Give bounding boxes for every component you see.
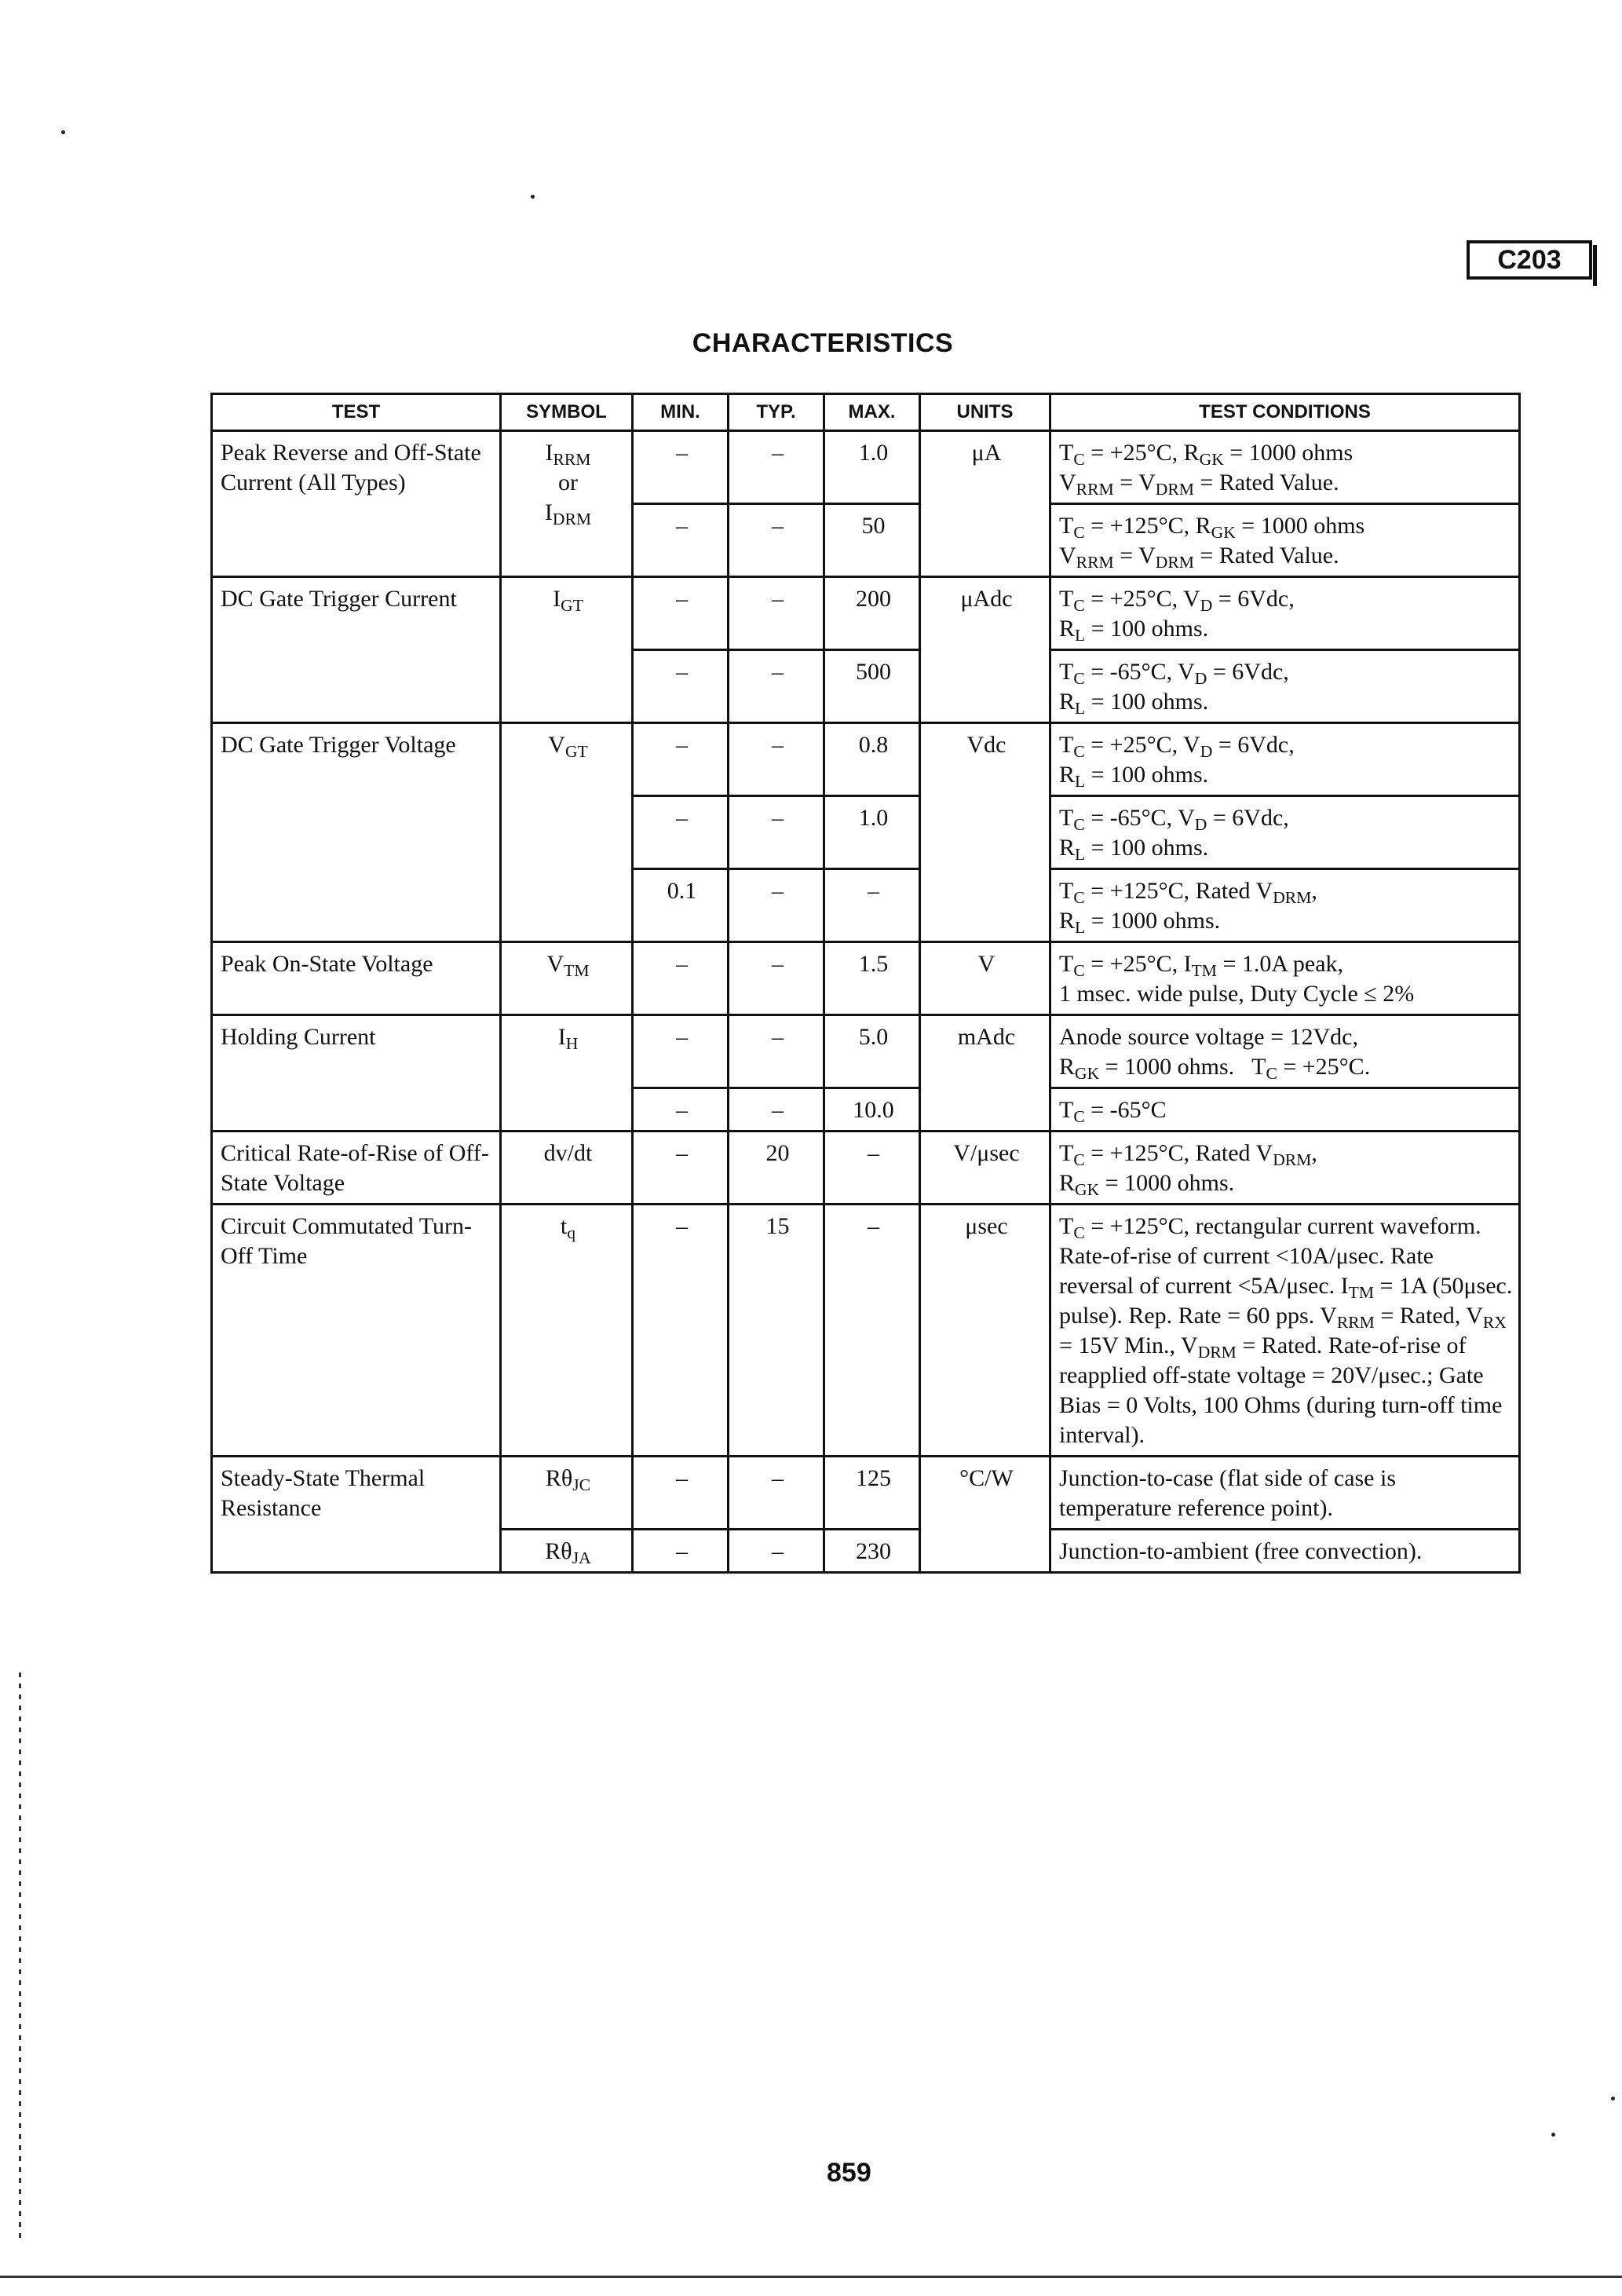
test-condition: $T_C = -65^\circ C$ — [1050, 1088, 1520, 1132]
test-condition: $T_C = +125^\circ C$, rectangular current waveform. Rate-of-rise of current <10A/μsec. Rate reversal of current <5A/μsec. $I_{TM} = 1A$ (50μsec. pulse). Rep. Rate = 60 pps. $V_{RRM}$ = Rated, $V_{RX} = 15V$ Min., $V_{DRM}$ = Rated. Rate-of-rise of reapplied off-state voltage = 20V/μsec.; Gate Bias = 0 Volts, 100 Ohms (during turn-off time interval). — [1050, 1205, 1520, 1457]
typ-value: – — [729, 504, 824, 577]
symbol-cell — [501, 431, 633, 577]
test-name: Holding Current — [212, 1015, 501, 1132]
test-condition: $T_C = +25^\circ C$, $V_D = 6Vdc$, $R_L = 100$ ohms. — [1050, 723, 1520, 796]
typ-value: – — [729, 431, 824, 504]
header-symbol: SYMBOL — [501, 394, 633, 431]
table-row — [212, 723, 1520, 796]
scan-speck — [1551, 2133, 1555, 2137]
scan-speck — [531, 195, 535, 199]
symbol-or: or — [558, 470, 578, 495]
symbol-cell: dv/dt — [501, 1132, 633, 1205]
part-number: C203 — [1497, 244, 1562, 275]
test-condition: $T_C = +25^\circ C$, $R_{GK} = 1000$ ohms $V_{RRM} = V_{DRM}$ = Rated Value. — [1050, 431, 1520, 504]
typ-value: 20 — [729, 1132, 824, 1205]
test-condition: $T_C = +125^\circ C$, $R_{GK} = 1000$ ohms $V_{RRM} = V_{DRM}$ = Rated Value. — [1050, 504, 1520, 577]
test-name: Critical Rate-of-Rise of Off-State Voltage — [212, 1132, 501, 1205]
table-row — [212, 1205, 1520, 1457]
symbol-subscript: DRM — [552, 510, 592, 529]
symbol: I — [553, 586, 561, 612]
max-value: 1.0 — [824, 796, 920, 869]
units-value: μAdc — [920, 577, 1050, 723]
page-title: CHARACTERISTICS — [692, 328, 954, 358]
symbol-subscript: RRM — [553, 450, 591, 470]
bottom-rule — [0, 2276, 1622, 2278]
min-value: – — [633, 796, 729, 869]
units-value: μA — [920, 431, 1050, 577]
min-value: – — [633, 1015, 729, 1088]
max-value: 1.0 — [824, 431, 920, 504]
symbol: I — [557, 1024, 566, 1050]
symbol-subscript: JC — [572, 1475, 591, 1495]
scan-edge-marks — [19, 1673, 21, 2238]
typ-value: – — [729, 869, 824, 942]
min-value: 0.1 — [633, 869, 729, 942]
test-name: DC Gate Trigger Current — [212, 577, 501, 723]
units-value: V — [920, 942, 1050, 1015]
test-name: DC Gate Trigger Voltage — [212, 723, 501, 942]
symbol-cell — [501, 577, 633, 723]
max-value: 0.8 — [824, 723, 920, 796]
symbol-subscript: GT — [564, 742, 588, 762]
table-row — [212, 577, 1520, 650]
symbol-subscript: GT — [561, 596, 583, 616]
test-condition: $T_C = +125^\circ C$, Rated $V_{DRM}$, $R_L = 1000$ ohms. — [1050, 869, 1520, 942]
symbol: t — [560, 1213, 568, 1239]
header-units: UNITS — [920, 394, 1050, 431]
test-name: Peak Reverse and Off-State Current (All Types) — [212, 431, 501, 577]
min-value: – — [633, 577, 729, 650]
min-value: – — [633, 1132, 729, 1205]
max-value: 125 — [824, 1457, 920, 1530]
max-value: 50 — [824, 504, 920, 577]
table-row — [212, 942, 1520, 1015]
symbol: V — [546, 951, 564, 977]
units-value: μsec — [920, 1205, 1050, 1457]
max-value: 500 — [824, 650, 920, 723]
typ-value: – — [729, 796, 824, 869]
min-value: – — [633, 431, 729, 504]
test-condition: Anode source voltage = 12Vdc, $R_{GK} = 1000$ ohms. $T_C = +25^\circ C$. — [1050, 1015, 1520, 1088]
min-value: – — [633, 942, 729, 1015]
min-value: – — [633, 1088, 729, 1132]
scan-speck — [61, 130, 65, 134]
symbol-cell — [501, 1015, 633, 1132]
header-max: MAX. — [824, 394, 920, 431]
symbol-subscript: H — [565, 1034, 579, 1054]
max-value: 230 — [824, 1530, 920, 1573]
max-value: 1.5 — [824, 942, 920, 1015]
typ-value: – — [729, 1530, 824, 1573]
header-test-conditions: TEST CONDITIONS — [1050, 394, 1520, 431]
units-value: V/μsec — [920, 1132, 1050, 1205]
symbol-cell — [501, 723, 633, 942]
test-condition: Junction-to-case (flat side of case is temperature reference point). — [1050, 1457, 1520, 1530]
header-typ: TYP. — [729, 394, 824, 431]
test-condition: $T_C = +125^\circ C$, Rated $V_{DRM}$, $R_{GK} = 1000$ ohms. — [1050, 1132, 1520, 1205]
typ-value: – — [729, 1088, 824, 1132]
test-condition: $T_C = +25^\circ C$, $I_{TM} = 1.0A$ peak, 1 msec. wide pulse, Duty Cycle ≤ 2% — [1050, 942, 1520, 1015]
header-test: TEST — [212, 394, 501, 431]
max-value: – — [824, 869, 920, 942]
symbol-cell — [501, 942, 633, 1015]
test-condition: Junction-to-ambient (free convection). — [1050, 1530, 1520, 1573]
symbol-cell — [501, 1457, 633, 1530]
symbol: Rθ — [545, 1538, 572, 1564]
units-value: °C/W — [920, 1457, 1050, 1573]
symbol-subscript: TM — [564, 961, 590, 981]
table-row — [212, 1132, 1520, 1205]
typ-value: – — [729, 577, 824, 650]
symbol: Rθ — [545, 1465, 573, 1491]
symbol-subscript: q — [567, 1223, 576, 1243]
characteristics-table — [210, 393, 1521, 1574]
min-value: – — [633, 723, 729, 796]
units-value: Vdc — [920, 723, 1050, 942]
test-condition: $T_C = -65^\circ C$, $V_D = 6Vdc$, $R_L = 100$ ohms. — [1050, 796, 1520, 869]
typ-value: – — [729, 1457, 824, 1530]
min-value: – — [633, 1530, 729, 1573]
max-value: 5.0 — [824, 1015, 920, 1088]
max-value: – — [824, 1205, 920, 1457]
symbol-cell — [501, 1205, 633, 1457]
header-min: MIN. — [633, 394, 729, 431]
typ-value: – — [729, 650, 824, 723]
typ-value: 15 — [729, 1205, 824, 1457]
typ-value: – — [729, 1015, 824, 1088]
units-value: mAdc — [920, 1015, 1050, 1132]
table-row — [212, 1457, 1520, 1530]
page-number: 859 — [827, 2158, 871, 2188]
part-number-box — [1467, 240, 1592, 280]
test-name: Circuit Commutated Turn-Off Time — [212, 1205, 501, 1457]
max-value: – — [824, 1132, 920, 1205]
symbol-cell — [501, 1530, 633, 1573]
typ-value: – — [729, 942, 824, 1015]
table-row — [212, 1015, 1520, 1088]
max-value: 10.0 — [824, 1088, 920, 1132]
max-value: 200 — [824, 577, 920, 650]
min-value: – — [633, 650, 729, 723]
min-value: – — [633, 504, 729, 577]
symbol: I — [544, 499, 553, 525]
test-condition: $T_C = +25^\circ C$, $V_D = 6Vdc$, $R_L = 100$ ohms. — [1050, 577, 1520, 650]
symbol: V — [548, 732, 565, 758]
scan-speck — [1611, 2097, 1615, 2100]
test-name: Steady-State Thermal Resistance — [212, 1457, 501, 1573]
test-condition: $T_C = -65^\circ C$, $V_D = 6Vdc$, $R_L = 100$ ohms. — [1050, 650, 1520, 723]
symbol-subscript: JA — [572, 1548, 591, 1568]
table-row — [212, 431, 1520, 504]
min-value: – — [633, 1457, 729, 1530]
typ-value: – — [729, 723, 824, 796]
table-header-row — [212, 394, 1520, 431]
symbol: I — [545, 440, 553, 466]
min-value: – — [633, 1205, 729, 1457]
test-name: Peak On-State Voltage — [212, 942, 501, 1015]
